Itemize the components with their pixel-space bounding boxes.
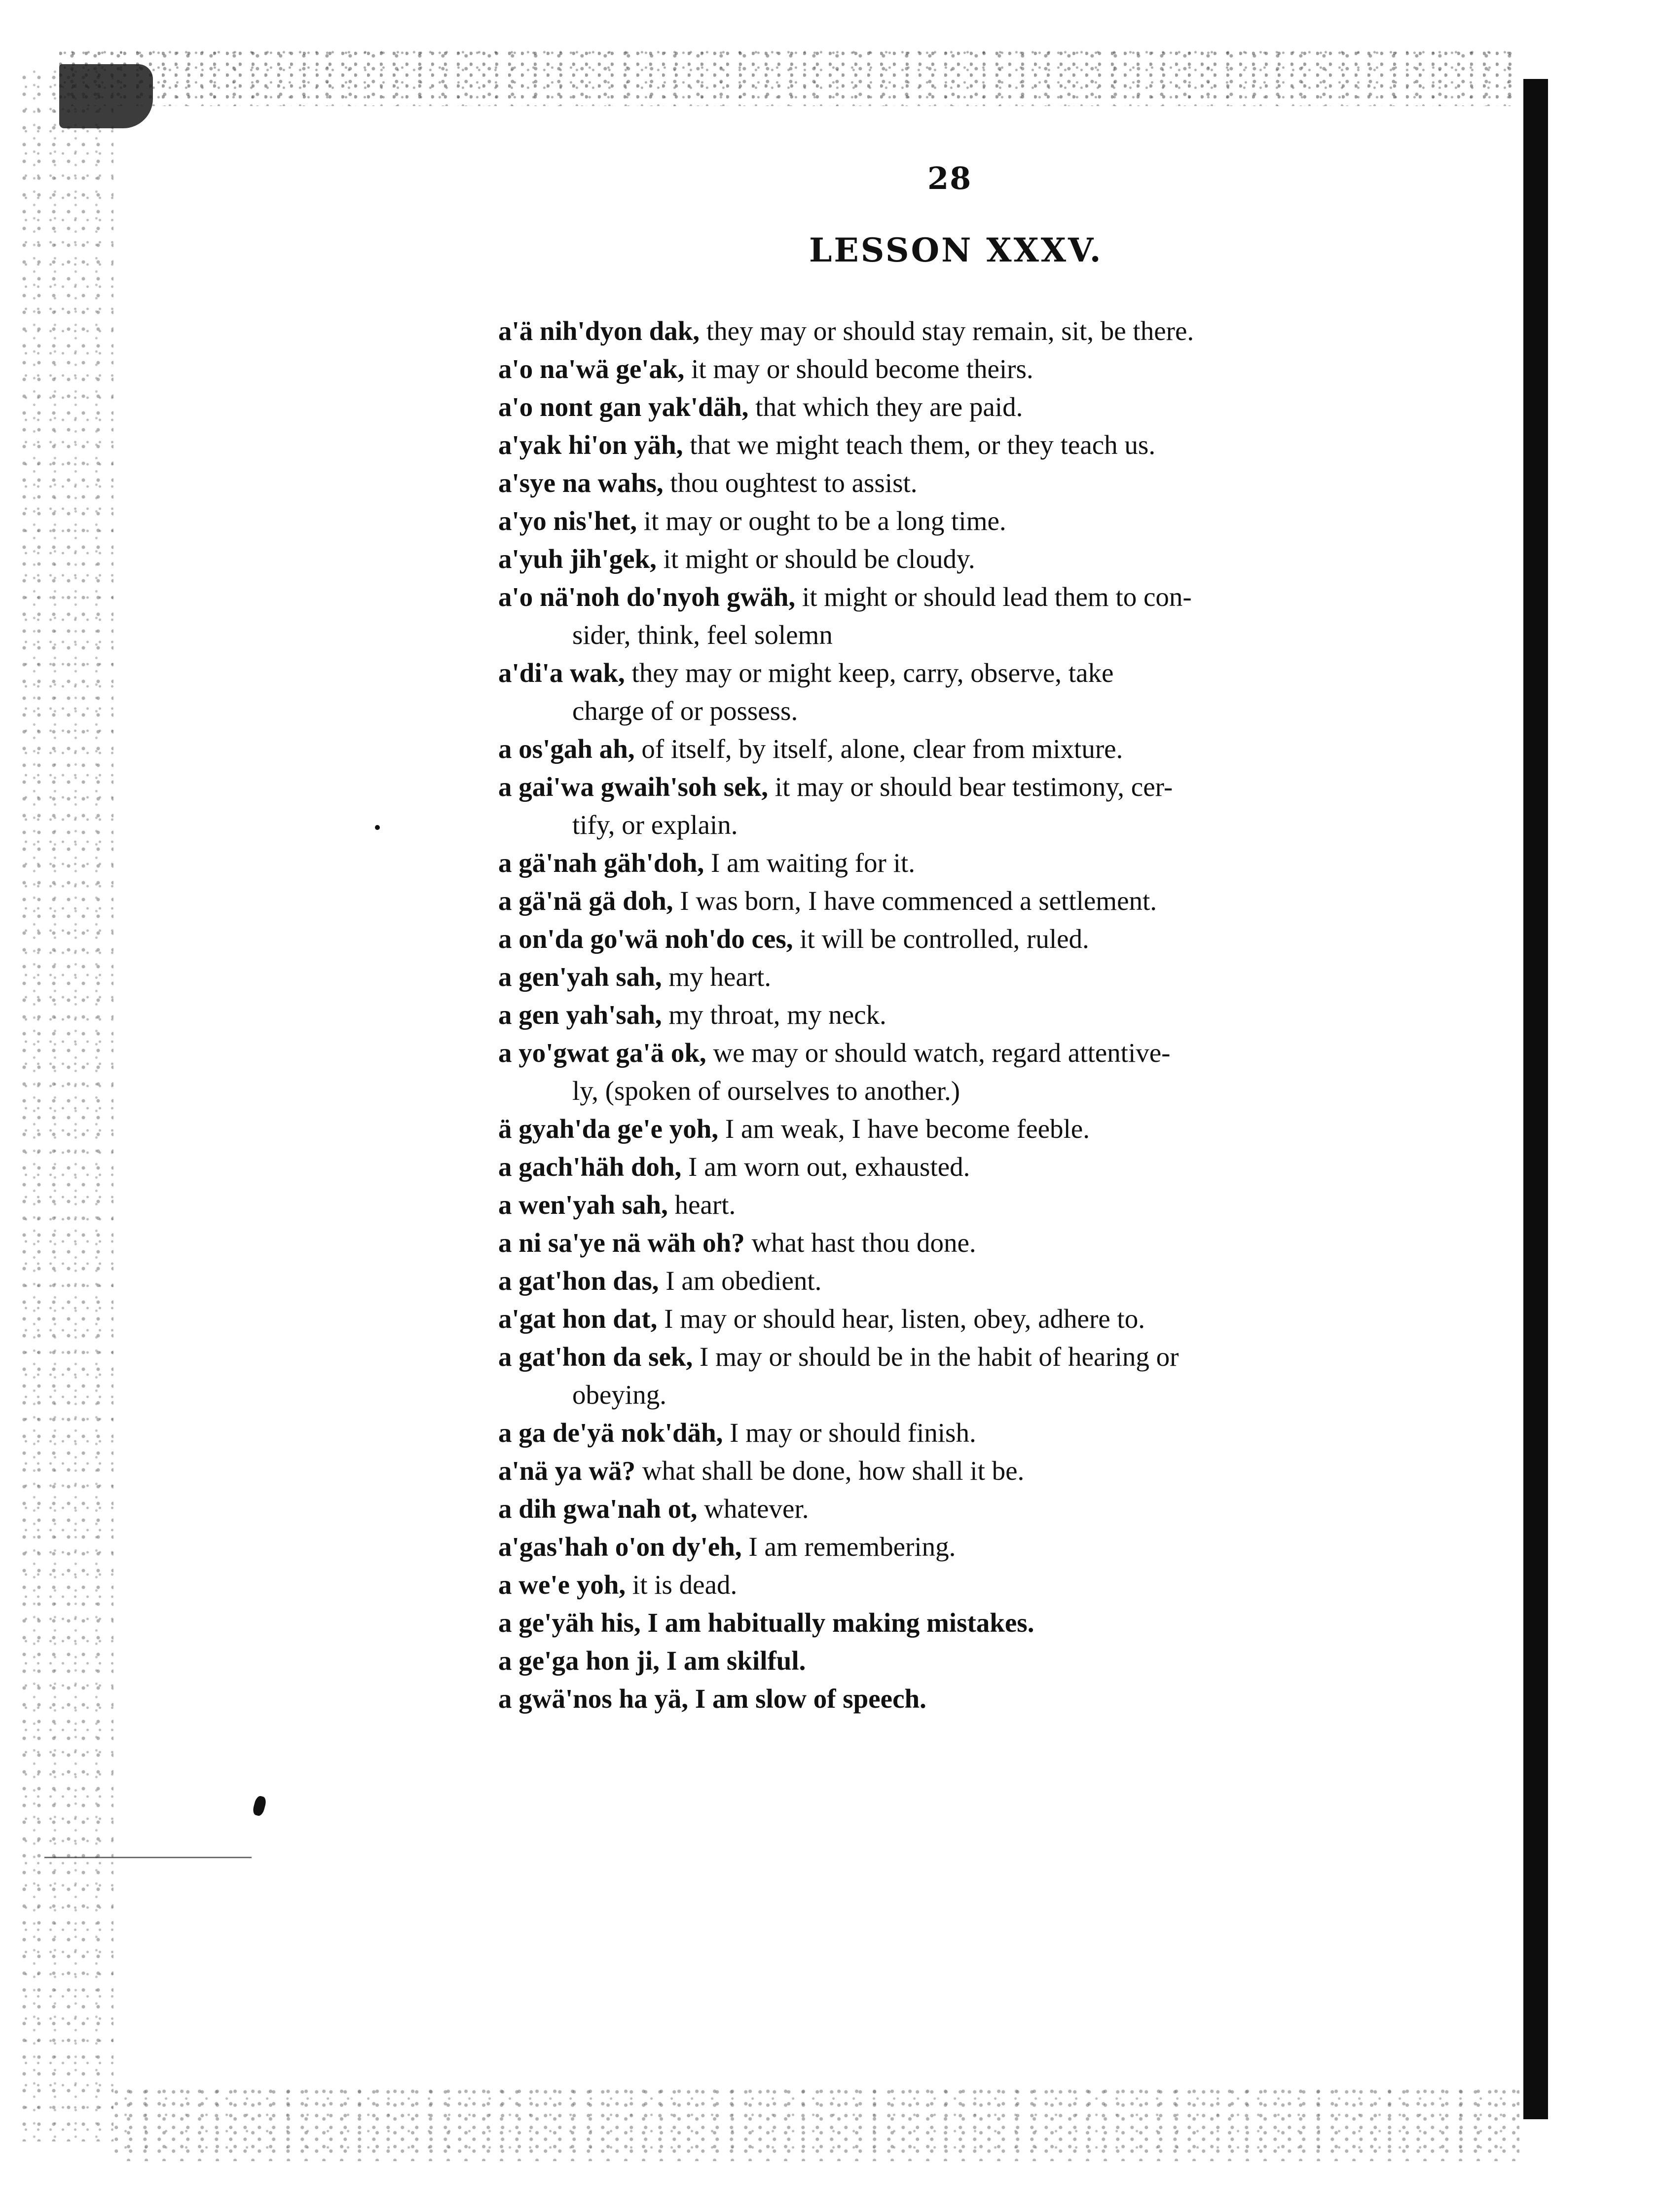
entry-definition: it may or should bear testimony, cer- — [775, 772, 1173, 802]
scan-noise-top — [59, 47, 1514, 106]
entry-definition: I may or should finish. — [730, 1418, 976, 1448]
vocabulary-entry — [498, 578, 1450, 654]
entry-term: a'yak hi'on yäh, — [498, 430, 683, 460]
vocabulary-entry — [498, 388, 1450, 426]
vocabulary-entry — [498, 1490, 1450, 1528]
vocabulary-entry — [498, 1110, 1450, 1148]
entry-term: a yo'gwat ga'ä ok, — [498, 1038, 706, 1068]
entry-term: a on'da go'wä noh'do ces, — [498, 924, 793, 954]
vocabulary-entry — [498, 1414, 1450, 1452]
entry-term: a'o nä'noh do'nyoh gwäh, — [498, 582, 796, 612]
entry-term: ä gyah'da ge'e yoh, — [498, 1114, 719, 1144]
vocabulary-entry — [498, 1338, 1450, 1414]
vocabulary-entry — [498, 1680, 1450, 1718]
scan-noise-left — [20, 69, 113, 2141]
entry-definition: I am slow of speech. — [695, 1684, 926, 1714]
entry-term: a'nä ya wä? — [498, 1456, 636, 1486]
vocabulary-entry — [498, 1262, 1450, 1300]
entry-term: a ga de'yä nok'däh, — [498, 1418, 723, 1448]
entry-definition-continuation: obeying. — [572, 1380, 666, 1410]
entry-definition: my heart. — [668, 962, 772, 992]
scan-noise-bottom — [113, 2087, 1519, 2161]
entry-term: a wen'yah sah, — [498, 1190, 668, 1220]
entry-term: a gwä'nos ha yä, — [498, 1684, 689, 1714]
vocabulary-entry — [498, 958, 1450, 996]
entry-definition-continuation: tify, or explain. — [572, 810, 738, 840]
vocabulary-entry — [498, 540, 1450, 578]
vocabulary-entry — [498, 1034, 1450, 1110]
stray-ink-mark — [252, 1795, 267, 1817]
vocabulary-entry — [498, 844, 1450, 882]
entry-definition-continuation: charge of or possess. — [572, 696, 798, 726]
entry-definition: it might or should be cloudy. — [663, 544, 975, 574]
vocabulary-entry — [498, 502, 1450, 540]
entry-term: a'sye na wahs, — [498, 468, 664, 498]
entry-definition: I am weak, I have become feeble. — [725, 1114, 1090, 1144]
entry-term: a gach'häh doh, — [498, 1152, 682, 1182]
vocabulary-entry — [498, 1186, 1450, 1224]
stray-ink-mark — [375, 825, 380, 830]
vocabulary-entry — [498, 882, 1450, 920]
entry-definition: I am habitually making mistakes. — [647, 1608, 1034, 1638]
vocabulary-entry — [498, 1148, 1450, 1186]
entry-definition: heart. — [674, 1190, 736, 1220]
entry-term: a gä'nä gä doh, — [498, 886, 673, 916]
entry-definition: they may or might keep, carry, observe, take — [631, 658, 1114, 688]
entry-term: a ni sa'ye nä wäh oh? — [498, 1228, 745, 1258]
entry-term: a ge'yäh his, — [498, 1608, 641, 1638]
entry-definition-continuation: sider, think, feel solemn — [572, 620, 833, 650]
vocabulary-entry — [498, 768, 1450, 844]
entry-term: a'gas'hah o'on dy'eh, — [498, 1532, 742, 1562]
vocabulary-list — [498, 312, 1450, 1718]
entry-definition: it is dead. — [632, 1570, 738, 1600]
entry-term: a gen'yah sah, — [498, 962, 662, 992]
entry-definition: what hast thou done. — [751, 1228, 976, 1258]
vocabulary-entry — [498, 1528, 1450, 1566]
entry-definition: it may or should become theirs. — [691, 354, 1033, 384]
entry-term: a we'e yoh, — [498, 1570, 626, 1600]
vocabulary-entry — [498, 920, 1450, 958]
vocabulary-entry — [498, 996, 1450, 1034]
entry-definition: we may or should watch, regard attentive- — [713, 1038, 1171, 1068]
corner-ink-blot — [59, 64, 153, 128]
entry-term: a os'gah ah, — [498, 734, 635, 764]
entry-definition: it might or should lead them to con- — [802, 582, 1192, 612]
entry-definition: what shall be done, how shall it be. — [642, 1456, 1025, 1486]
entry-term: a gai'wa gwaih'soh sek, — [498, 772, 769, 802]
entry-definition: my throat, my neck. — [668, 1000, 886, 1030]
entry-definition: I was born, I have commenced a settlement. — [680, 886, 1157, 916]
entry-term: a gen yah'sah, — [498, 1000, 662, 1030]
entry-term: a gä'nah gäh'doh, — [498, 848, 704, 878]
page-number: 28 — [927, 160, 972, 196]
vocabulary-entry — [498, 426, 1450, 464]
binding-shadow-bar — [1523, 79, 1548, 2119]
entry-definition: it may or ought to be a long time. — [643, 506, 1006, 536]
vocabulary-entry — [498, 1452, 1450, 1490]
vocabulary-entry — [498, 350, 1450, 388]
entry-definition: I am worn out, exhausted. — [688, 1152, 970, 1182]
entry-definition: it will be controlled, ruled. — [800, 924, 1089, 954]
entry-term: a'o na'wä ge'ak, — [498, 354, 685, 384]
entry-definition-continuation: ly, (spoken of ourselves to another.) — [572, 1076, 960, 1106]
entry-definition: of itself, by itself, alone, clear from mixture. — [641, 734, 1123, 764]
vocabulary-entry — [498, 464, 1450, 502]
entry-term: a'o nont gan yak'däh, — [498, 392, 749, 422]
entry-term: a'yuh jih'gek, — [498, 544, 657, 574]
entry-term: a ge'ga hon ji, — [498, 1646, 660, 1676]
entry-definition: I am obedient. — [665, 1266, 822, 1296]
vocabulary-entry — [498, 312, 1450, 350]
entry-definition: I am skilful. — [666, 1646, 806, 1676]
entry-definition: that we might teach them, or they teach us. — [690, 430, 1156, 460]
vocabulary-entry — [498, 1642, 1450, 1680]
entry-definition: they may or should stay remain, sit, be there. — [706, 316, 1194, 346]
entry-definition: I am waiting for it. — [711, 848, 915, 878]
entry-definition: thou oughtest to assist. — [670, 468, 918, 498]
entry-definition: whatever. — [704, 1494, 809, 1524]
entry-definition: I am remembering. — [748, 1532, 956, 1562]
entry-definition: I may or should be in the habit of hearing or — [700, 1342, 1179, 1372]
vocabulary-entry — [498, 730, 1450, 768]
vocabulary-entry — [498, 1604, 1450, 1642]
lesson-title: LESSON XXXV. — [809, 231, 1103, 269]
left-rule-line — [44, 1857, 252, 1858]
vocabulary-entry — [498, 654, 1450, 730]
entry-term: a'gat hon dat, — [498, 1304, 658, 1334]
entry-term: a gat'hon das, — [498, 1266, 659, 1296]
entry-term: a dih gwa'nah ot, — [498, 1494, 698, 1524]
vocabulary-entry — [498, 1300, 1450, 1338]
vocabulary-entry — [498, 1566, 1450, 1604]
entry-term: a'di'a wak, — [498, 658, 625, 688]
entry-term: a'ä nih'dyon dak, — [498, 316, 700, 346]
entry-definition: that which they are paid. — [755, 392, 1023, 422]
entry-term: a gat'hon da sek, — [498, 1342, 693, 1372]
vocabulary-entry — [498, 1224, 1450, 1262]
entry-term: a'yo nis'het, — [498, 506, 637, 536]
entry-definition: I may or should hear, listen, obey, adhere to. — [664, 1304, 1145, 1334]
